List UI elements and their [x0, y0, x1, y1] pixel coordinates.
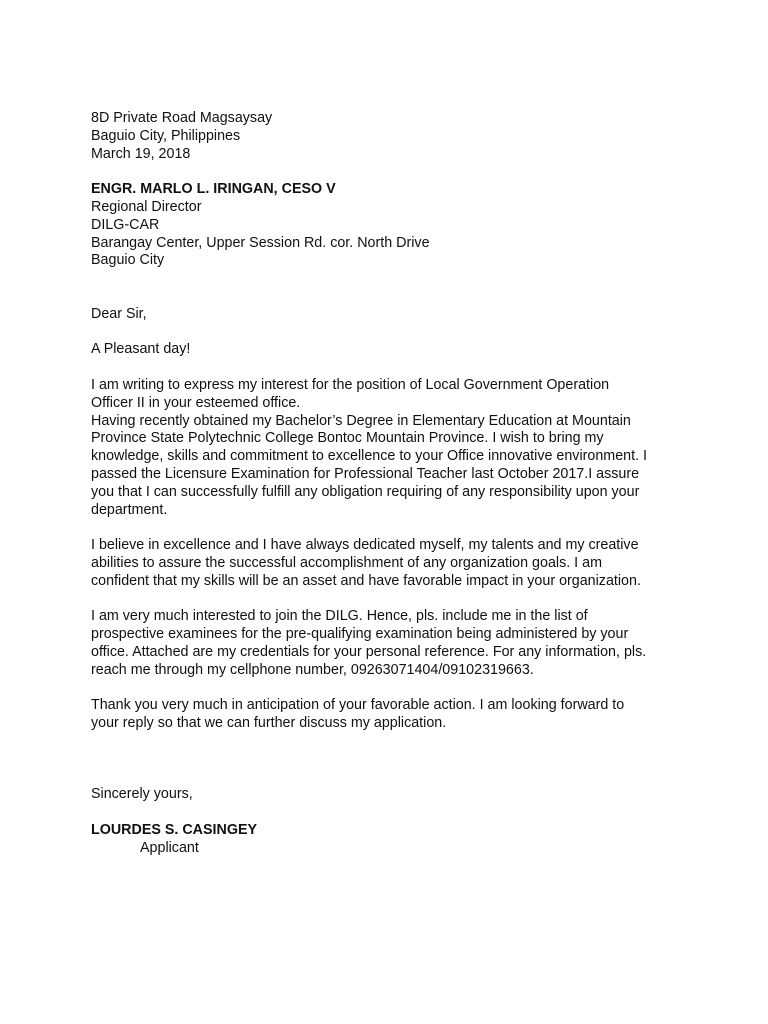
letter-date: March 19, 2018: [91, 145, 191, 162]
body-line: I believe in excellence and I have always dedicated myself, my talents and my creative: [91, 537, 639, 554]
body-line: Thank you very much in anticipation of your favorable action. I am looking forward to: [91, 697, 625, 714]
body-line: Officer II in your esteemed office.: [91, 394, 301, 411]
recipient-address-line-1: Barangay Center, Upper Session Rd. cor. North Drive: [91, 234, 430, 251]
recipient-address-line-2: Baguio City: [91, 252, 165, 269]
spacer: [91, 359, 691, 377]
signatory-name: LOURDES S. CASINGEY: [91, 821, 258, 838]
letter: [91, 110, 691, 857]
body-line: I am writing to express my interest for the position of Local Government Operation: [91, 376, 610, 393]
body-line: Having recently obtained my Bachelor’s Degree in Elementary Education at Mountain: [91, 412, 631, 429]
sender-address-line-2: Baguio City, Philippines: [91, 127, 241, 144]
body-paragraph-4: [91, 697, 691, 733]
salutation: Dear Sir,: [91, 305, 147, 322]
spacer: [91, 270, 691, 306]
body-paragraph-1: [91, 377, 691, 519]
spacer: [91, 519, 691, 537]
spacer: [91, 680, 691, 698]
body-line: your reply so that we can further discuss my application.: [91, 715, 447, 732]
body-line: abilities to assure the successful accomplishment of any organization goals. I am: [91, 554, 602, 571]
spacer: [91, 163, 691, 181]
closing: Sincerely yours,: [91, 786, 193, 803]
body-line: confident that my skills will be an asset and have favorable impact in your organization.: [91, 572, 641, 589]
body-line: Province State Polytechnic College Bontoc Mountain Province. I wish to bring my: [91, 430, 604, 447]
sender-address-block: [91, 110, 691, 163]
body-paragraph-2: [91, 537, 691, 590]
body-line: department.: [91, 501, 168, 518]
recipient-office: DILG-CAR: [91, 216, 160, 233]
signatory-role: Applicant: [140, 839, 199, 856]
body-line: office. Attached are my credentials for your personal reference. For any information, pls.: [91, 643, 647, 660]
spacer: [91, 733, 691, 786]
body-line: knowledge, skills and commitment to excellence to your Office innovative environment. I: [91, 448, 647, 465]
spacer: [91, 324, 691, 342]
greeting: A Pleasant day!: [91, 341, 191, 358]
signature-block: [91, 822, 691, 858]
spacer: [91, 591, 691, 609]
sender-address-line-1: 8D Private Road Magsaysay: [91, 110, 273, 126]
body-line: you that I can successfully fulfill any obligation requiring of any responsibility upon your: [91, 483, 640, 500]
recipient-title: Regional Director: [91, 198, 202, 215]
spacer: [91, 804, 691, 822]
recipient-name: ENGR. MARLO L. IRINGAN, CESO V: [91, 181, 336, 198]
recipient-block: [91, 181, 691, 270]
body-line: reach me through my cellphone number, 09263071404/09102319663.: [91, 661, 534, 678]
body-paragraph-3: [91, 608, 691, 679]
body-line: passed the Licensure Examination for Professional Teacher last October 2017.I assure: [91, 465, 640, 482]
body-line: prospective examinees for the pre-qualifying examination being administered by your: [91, 626, 629, 643]
body-line: I am very much interested to join the DILG. Hence, pls. include me in the list of: [91, 608, 588, 625]
